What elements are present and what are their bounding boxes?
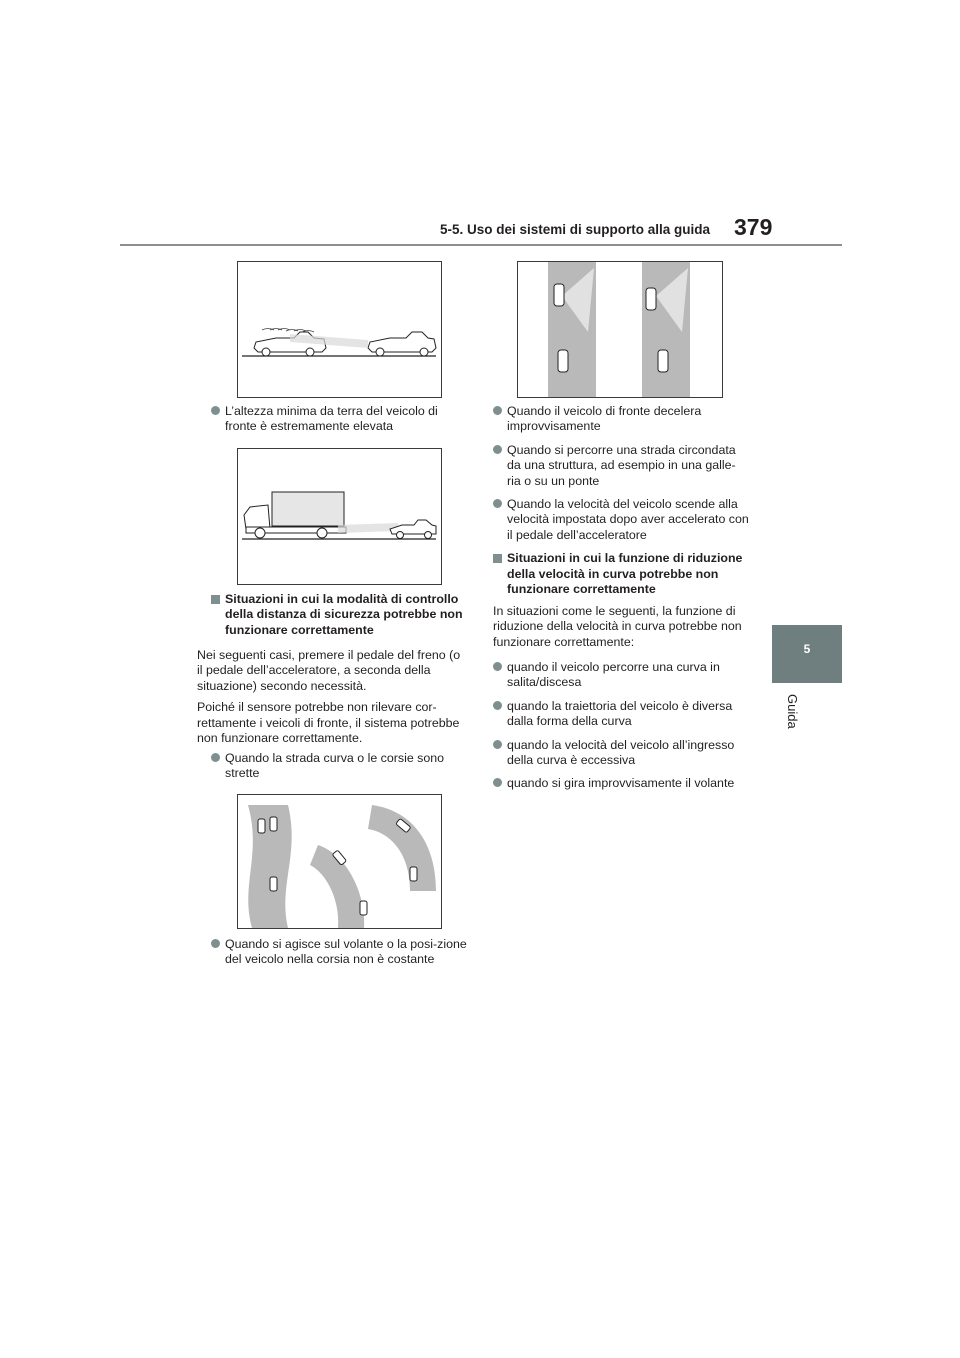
bullet-icon: [493, 662, 502, 671]
section-heading: Situazioni in cui la funzione di riduzione della velocità in curva potrebbe non funzionare correttamente: [493, 551, 749, 597]
square-bullet-icon: [211, 595, 220, 604]
paragraph: Poiché il sensore potrebbe non rilevare cor-rettamente i veicoli di fronte, il sistema potrebbe non funzionare correttamente.: [197, 700, 460, 746]
bullet-icon: [493, 445, 502, 454]
list-item: Quando la strada curva o le corsie sono strette: [211, 751, 467, 782]
figure-high-clearance-vehicle: [237, 261, 442, 398]
bullet-icon: [493, 740, 502, 749]
bullet-icon: [211, 753, 220, 762]
bullet-icon: [493, 499, 502, 508]
figure-vehicle-decelerating: [517, 261, 723, 398]
bullet-icon: [493, 701, 502, 710]
list-item: Quando la velocità del veicolo scende alla velocità impostata dopo aver accelerato con il pedale dell’acceleratore: [493, 497, 749, 543]
section-title: 5-5. Uso dei sistemi di supporto alla guida: [440, 222, 711, 237]
header-divider: [120, 244, 842, 246]
square-bullet-icon: [493, 554, 502, 563]
list-item: Quando si agisce sul volante o la posi-zione del veicolo nella corsia non è costante: [211, 937, 467, 968]
bullet-icon: [211, 406, 220, 415]
straight-roads-illustration: [518, 262, 722, 397]
chapter-side-label: [786, 692, 806, 737]
list-item: quando la velocità del veicolo all’ingresso della curva è eccessiva: [493, 738, 749, 769]
paragraph: In situazioni come le seguenti, la funzione di riduzione della velocità in curva potrebbe non funzionare correttamente:: [493, 604, 742, 649]
bullet-icon: [211, 939, 220, 948]
high-clearance-illustration: [238, 262, 441, 397]
figure-truck-ahead: [237, 448, 442, 585]
paragraph: Nei seguenti casi, premere il pedale del freno (o il pedale dell’acceleratore, a seconda della situazione) secondo necessità.: [197, 648, 461, 693]
figure-curved-roads: [237, 794, 442, 929]
truck-illustration: [238, 449, 441, 584]
curved-roads-illustration: [238, 795, 441, 928]
list-item: Quando si percorre una strada circondata da una struttura, ad esempio in una galle-ria o su un ponte: [493, 443, 749, 489]
chapter-tab: 5: [772, 625, 842, 683]
list-item: L’altezza minima da terra del veicolo di fronte è estremamente elevata: [211, 404, 467, 435]
list-item: quando si gira improvvisamente il volante: [493, 776, 749, 791]
chapter-label-text: Guida: [785, 694, 800, 729]
bullet-icon: [493, 406, 502, 415]
list-item: Quando il veicolo di fronte decelera improvvisamente: [493, 404, 749, 435]
page-number: 379: [734, 214, 773, 240]
list-item: quando il veicolo percorre una curva in salita/discesa: [493, 660, 749, 691]
bullet-icon: [493, 778, 502, 787]
section-heading: Situazioni in cui la modalità di controllo della distanza di sicurezza potrebbe non funzionare correttamente: [211, 592, 467, 638]
list-item: quando la traiettoria del veicolo è diversa dalla forma della curva: [493, 699, 749, 730]
